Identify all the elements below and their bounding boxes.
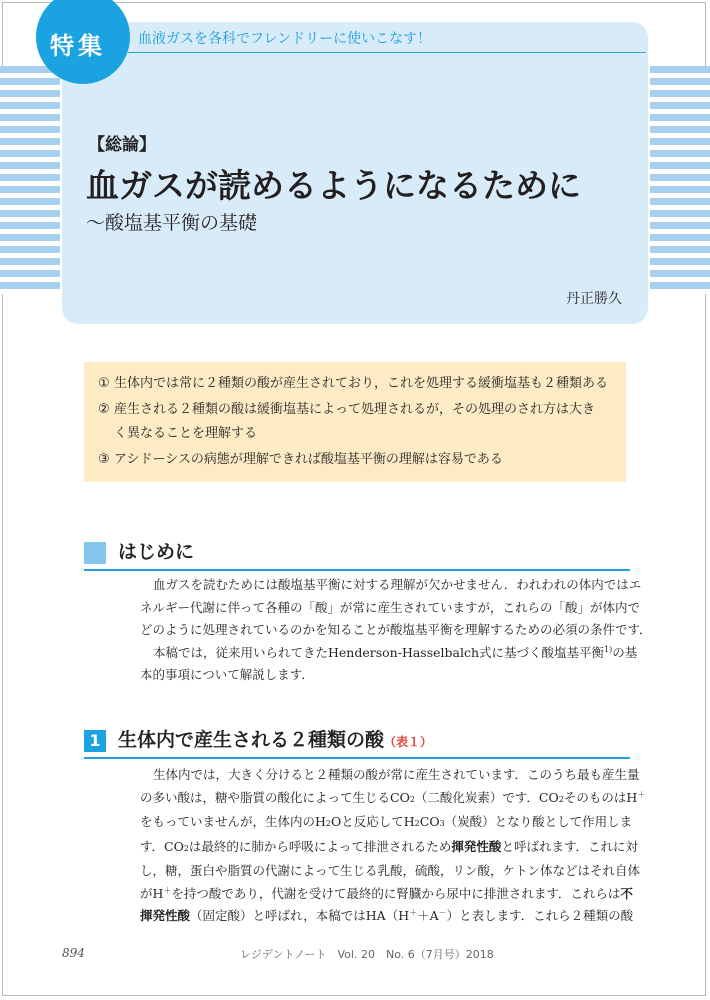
citation-ref: 1): [604, 644, 613, 654]
text-line: 本的事項について解説します．: [140, 667, 314, 682]
text-fragment: 本稿では，従来用いられてきたHenderson-Hasselbalch式に基づく酸塩基平衡: [153, 644, 605, 660]
bold-term: 不: [620, 885, 633, 901]
article-subtitle: ～酸塩基平衡の基礎: [86, 212, 258, 234]
bold-term: 揮発性酸: [451, 838, 502, 854]
article-author: 丹正勝久: [566, 291, 622, 307]
key-point-number: ①: [98, 376, 110, 391]
text-fragment: と呼ばれます．これに対: [501, 838, 638, 854]
bold-term: 揮発性酸: [140, 908, 191, 923]
subscript: 3: [439, 819, 445, 828]
intro-paragraph: [140, 574, 652, 687]
text-line: [140, 642, 648, 665]
text-fragment: そのものはH: [563, 789, 638, 805]
subscript: 2: [409, 794, 415, 804]
subscript: 2: [558, 794, 564, 804]
text-line: [140, 811, 648, 836]
superscript: －: [438, 907, 447, 917]
key-point-1: [98, 372, 618, 396]
heading-label: 生体内で産生される２種類の酸: [118, 729, 385, 751]
superscript: ＋: [637, 789, 646, 799]
superscript: ＋: [409, 907, 418, 917]
feature-badge-label: 特集: [50, 32, 106, 60]
superscript: ＋: [163, 885, 172, 895]
subscript: 2: [325, 819, 331, 828]
text-line: 血ガスを読むためには酸塩基平衡に対する理解が欠かせません．われわれの体内ではエ: [153, 577, 642, 592]
heading-text: はじめに: [118, 541, 195, 563]
key-point-text-continued: く異なることを理解する: [114, 426, 258, 441]
text-fragment: は最終的に肺から呼吸によって排泄されるため: [188, 838, 452, 854]
heading-text: [118, 725, 432, 752]
key-point-text: 産生される２種類の酸は緩衝塩基によって処理されるが，その処理のされ方は大き: [114, 402, 596, 417]
key-point-number: ②: [98, 402, 110, 417]
page-number: 894: [62, 946, 85, 960]
table-reference: （表１）: [384, 735, 433, 749]
key-point-2: [98, 398, 618, 446]
section-number: 1: [84, 730, 106, 752]
text-fragment: （二酸化炭素）です．CO: [414, 789, 559, 805]
text-line: [140, 905, 648, 928]
section-1-paragraph: [140, 764, 648, 928]
text-fragment: （炭酸）となり酸として作用しま: [444, 814, 633, 829]
heading-rule: [84, 757, 630, 759]
decorative-stripes-right: [650, 66, 710, 294]
text-line: [140, 883, 648, 906]
article-category: 【総論】: [88, 135, 156, 155]
decorative-stripes-left: [0, 66, 60, 294]
text-line: 生体内では，大きく分けると２種類の酸が常に産生されています．このうち最も産生量: [153, 767, 640, 782]
text-fragment: す．CO: [140, 838, 184, 854]
text-line: [140, 787, 648, 812]
series-title: 血液ガスを各科でフレンドリーに使いこなす！: [138, 31, 432, 47]
text-fragment: （固定酸）と呼ばれ，本稿ではHA（H: [190, 908, 410, 923]
text-fragment: ＋A: [417, 908, 439, 923]
text-fragment: を持つ酸であり，代謝を受けて最終的に腎臓から尿中に排泄されます．これらは: [171, 885, 621, 901]
key-point-text: アシドーシスの病態が理解できれば酸塩基平衡の理解は容易である: [114, 452, 503, 467]
key-point-number: ③: [98, 452, 110, 467]
text-fragment: ）と表します．これら２種類の酸: [446, 908, 634, 923]
text-fragment: の多い酸は，糖や脂質の酸化によって生じるCO: [140, 789, 410, 805]
key-point-3: [98, 448, 618, 472]
text-fragment: Oと反応してH: [331, 814, 415, 829]
text-fragment: がH: [140, 885, 164, 901]
text-line: ネルギー代謝に伴って各種の「酸」が常に産生されていますが，これらの「酸」が体内で: [140, 599, 641, 615]
subscript: 2: [183, 843, 189, 853]
text-fragment: をもっていませんが，生体内のH: [140, 814, 326, 829]
article-title: 血ガスが読めるようになるために: [86, 166, 581, 205]
text-fragment: の基: [612, 644, 638, 660]
heading-rule: [84, 569, 630, 571]
journal-footer: レジデントノート Vol. 20 No. 6（7月号）2018: [240, 948, 494, 961]
key-point-text: 生体内では常に２種類の酸が産生されており，これを処理する緩衝塩基も２種類ある: [114, 376, 609, 391]
heading-square-marker: [84, 542, 106, 564]
text-fragment: CO: [419, 814, 440, 829]
text-line: どのように処理されているのかを知ることが酸塩基平衡を理解するための必須の条件です．: [140, 622, 652, 637]
subscript: 2: [414, 819, 420, 828]
text-line: し，糖，蛋白や脂質の代謝によって生じる乳酸，硫酸，リン酸，ケトン体などはそれ自体: [140, 863, 641, 878]
header-rule: [128, 52, 646, 53]
text-line: [140, 836, 648, 861]
